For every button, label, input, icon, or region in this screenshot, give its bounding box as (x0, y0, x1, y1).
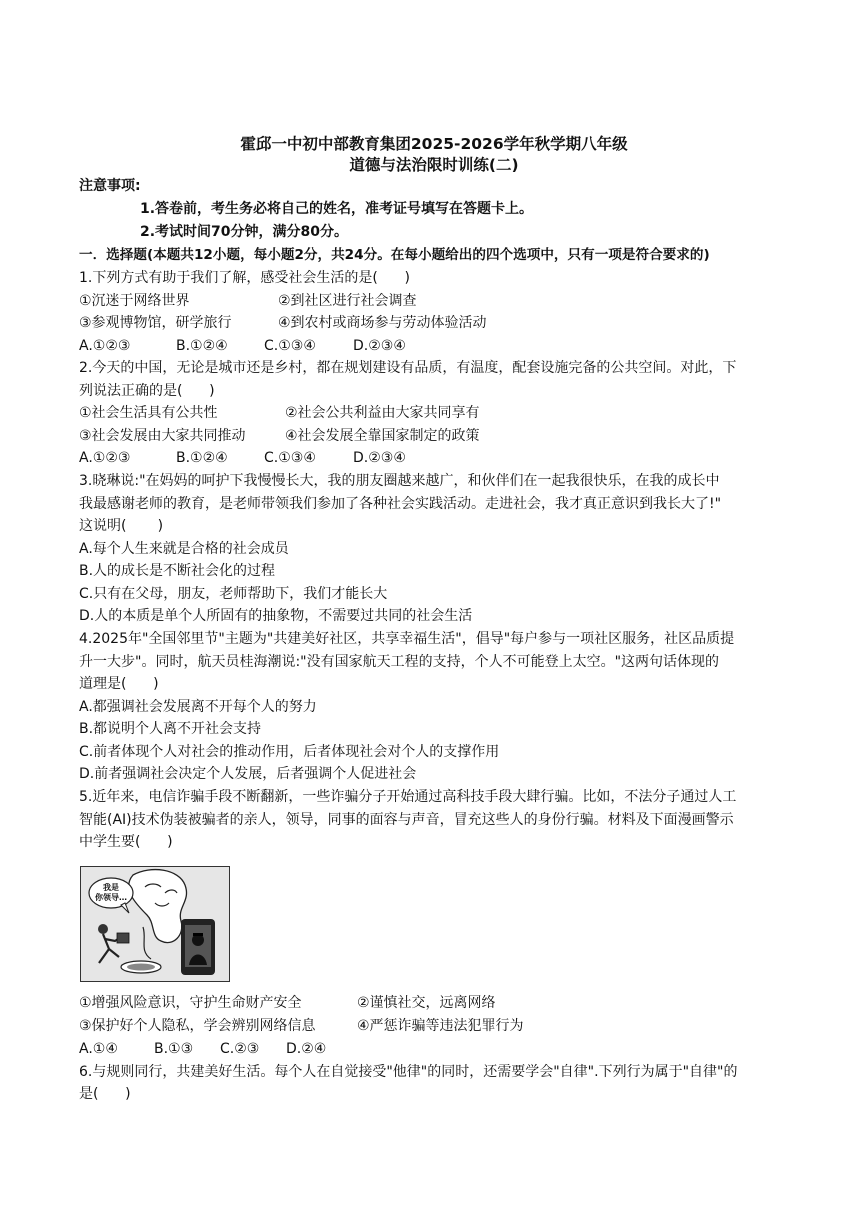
question-5-statement: ④严惩诈骗等违法犯罪行为 (357, 1018, 524, 1034)
question-3-option-b[interactable]: B.人的成长是不断社会化的过程 (79, 563, 276, 579)
option-a[interactable]: A.①②③ (79, 338, 131, 354)
option-a[interactable]: A.①④ (79, 1041, 118, 1057)
notice-item: 2.考试时间70分钟，满分80分。 (140, 224, 349, 240)
option-d[interactable]: D.②④ (286, 1041, 327, 1057)
question-3-stem: 我最感谢老师的教育，是老师带领我们参加了各种社会实践活动。走进社会，我才真正意识到我长大了!" (79, 496, 722, 512)
notice-item: 1.答卷前，考生务必将自己的姓名，准考证号填写在答题卡上。 (140, 201, 534, 217)
question-5-statement: ①增强风险意识，守护生命财产安全 (79, 995, 302, 1011)
question-2-statement: ③社会发展由大家共同推动 (79, 428, 246, 444)
question-1-statement: ②到社区进行社会调查 (278, 293, 417, 309)
notice-heading: 注意事项: (79, 178, 141, 194)
question-2-stem: 2.今天的中国，无论是城市还是乡村，都在规划建设有品质，有温度，配套设施完备的公共空间。对此，下 (79, 360, 737, 376)
question-4-stem: 4.2025年"全国邻里节"主题为"共建美好社区，共享幸福生活"，倡导"每户参与一项社区服务，社区品质提 (79, 631, 735, 647)
question-4-stem: 升一大步"。同时，航天员桂海潮说:"没有国家航天工程的支持，个人不可能登上太空。"这两句话体现的 (79, 654, 720, 670)
question-2-stem: 列说法正确的是( ) (79, 383, 215, 399)
option-b[interactable]: B.①②④ (176, 450, 228, 466)
question-3-option-a[interactable]: A.每个人生来就是合格的社会成员 (79, 541, 289, 557)
option-c[interactable]: C.②③ (220, 1041, 260, 1057)
question-4-option-a[interactable]: A.都强调社会发展离不开每个人的努力 (79, 699, 317, 715)
question-4-option-c[interactable]: C.前者体现个人对社会的推动作用，后者体现社会对个人的支撑作用 (79, 744, 500, 760)
question-2-options (79, 448, 406, 468)
option-d[interactable]: D.②③④ (353, 450, 406, 466)
question-5-stem: 5.近年来，电信诈骗手段不断翻新，一些诈骗分子开始通过高科技手段大肆行骗。比如，不法分子通过人工 (79, 789, 737, 805)
question-1-statement: ④到农村或商场参与劳动体验活动 (278, 315, 487, 331)
option-b[interactable]: B.①③ (154, 1041, 194, 1057)
option-b[interactable]: B.①②④ (176, 338, 228, 354)
section-heading: 一．选择题(本题共12小题，每小题2分，共24分。在每小题给出的四个选项中，只有一项是符合要求的) (79, 247, 710, 263)
question-5-statement: ③保护好个人隐私，学会辨别网络信息 (79, 1018, 316, 1034)
question-1-statement: ③参观博物馆，研学旅行 (79, 315, 232, 331)
question-5-options (79, 1039, 326, 1059)
question-3-stem: 这说明( ) (79, 518, 164, 534)
exam-subtitle: 道德与法治限时训练(二) (349, 156, 519, 174)
question-1-statement: ①沉迷于网络世界 (79, 293, 190, 309)
question-4-option-d[interactable]: D.前者强调社会决定个人发展，后者强调个人促进社会 (79, 766, 417, 782)
question-5-statement: ②谨慎社交，远离网络 (357, 995, 496, 1011)
cartoon-speech-line: 你领导… (95, 893, 127, 902)
question-1-options (79, 336, 406, 356)
question-3-option-c[interactable]: C.只有在父母，朋友，老师帮助下，我们才能长大 (79, 586, 388, 602)
question-4-stem: 道理是( ) (79, 676, 159, 692)
question-4-option-b[interactable]: B.都说明个人离不开社会支持 (79, 721, 262, 737)
fraud-cartoon (80, 866, 230, 982)
question-6-stem: 6.与规则同行，共建美好生活。每个人在自觉接受"他律"的同时，还需要学会"自律".下列行为属于"自律"的 (79, 1064, 738, 1080)
option-d[interactable]: D.②③④ (353, 338, 406, 354)
option-c[interactable]: C.①③④ (264, 450, 316, 466)
fraud-cartoon-drawing (81, 867, 229, 981)
question-5-stem: 中学生要( ) (79, 834, 173, 850)
question-6-stem: 是( ) (79, 1086, 131, 1102)
option-a[interactable]: A.①②③ (79, 450, 131, 466)
cartoon-speech-line: 我是 (103, 883, 119, 892)
question-2-statement: ②社会公共利益由大家共同享有 (285, 405, 480, 421)
question-2-statement: ①社会生活具有公共性 (79, 405, 218, 421)
exam-title: 霍邱一中初中部教育集团2025-2026学年秋学期八年级 (240, 135, 628, 153)
question-5-stem: 智能(AI)技术伪装被骗者的亲人，领导，同事的面容与声音，冒充这些人的身份行骗。材料及下面漫画警示 (79, 812, 734, 828)
option-c[interactable]: C.①③④ (264, 338, 316, 354)
question-1-stem: 1.下列方式有助于我们了解，感受社会生活的是( ) (79, 270, 410, 286)
question-2-statement: ④社会发展全靠国家制定的政策 (285, 428, 480, 444)
question-3-option-d[interactable]: D.人的本质是单个人所固有的抽象物，不需要过共同的社会生活 (79, 608, 473, 624)
question-3-stem: 3.晓琳说:"在妈妈的呵护下我慢慢长大，我的朋友圈越来越广，和伙伴们在一起我很快乐，在我的成长中 (79, 473, 720, 489)
